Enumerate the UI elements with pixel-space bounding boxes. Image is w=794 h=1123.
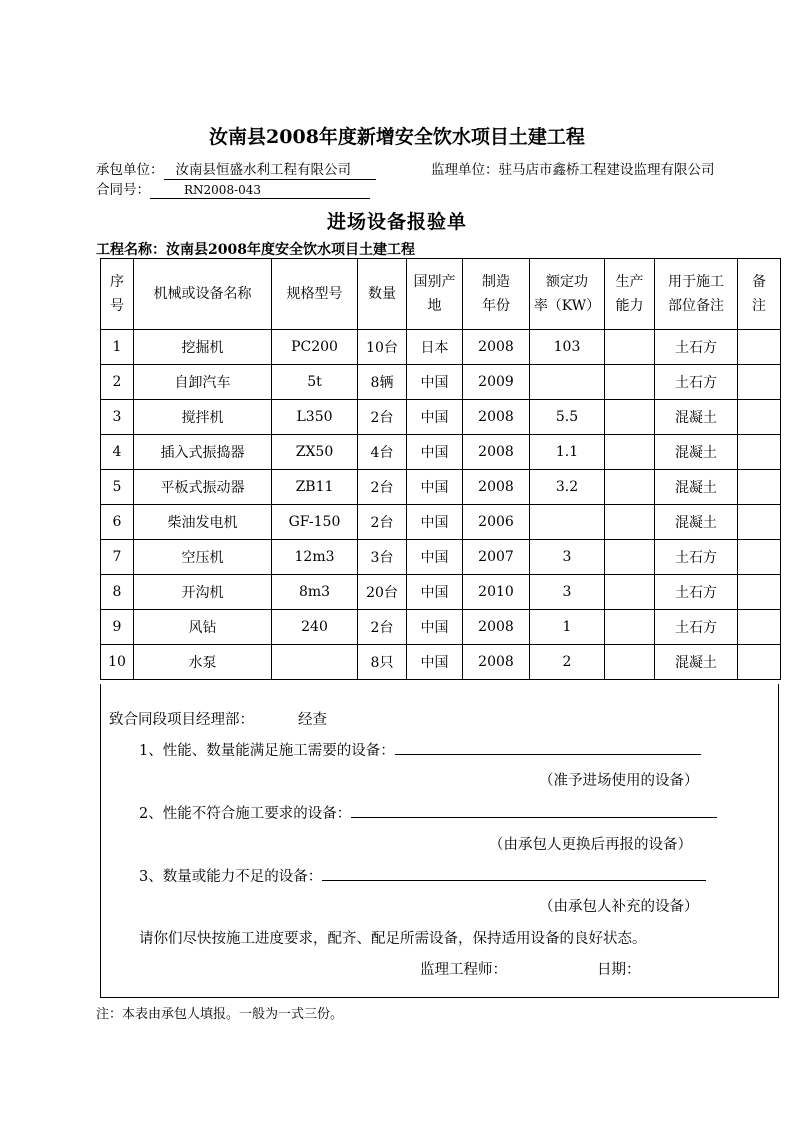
table-cell: 平板式振动器 <box>134 470 272 505</box>
table-cell: 日本 <box>407 330 463 365</box>
table-cell: 10台 <box>358 330 407 365</box>
checked-text: 经查 <box>298 712 327 728</box>
column-header <box>655 259 738 330</box>
table-cell: L350 <box>272 400 358 435</box>
table-cell: 自卸汽车 <box>134 365 272 400</box>
column-header <box>358 259 407 330</box>
table-cell: 土石方 <box>655 365 738 400</box>
table-cell: 240 <box>272 610 358 645</box>
table-row <box>101 365 781 400</box>
table-cell: 8只 <box>358 645 407 680</box>
table-cell: 3 <box>530 540 605 575</box>
table-cell: 2台 <box>358 505 407 540</box>
table-cell: 中国 <box>407 400 463 435</box>
review-item-3-blank[interactable] <box>322 866 706 881</box>
table-cell <box>605 470 655 505</box>
table-cell: 8 <box>101 575 134 610</box>
column-header <box>407 259 463 330</box>
table-cell: 土石方 <box>655 575 738 610</box>
table-cell: GF-150 <box>272 505 358 540</box>
table-cell: 2008 <box>463 330 530 365</box>
table-cell: 混凝土 <box>655 505 738 540</box>
table-cell: 搅拌机 <box>134 400 272 435</box>
table-cell <box>738 330 781 365</box>
column-header <box>463 259 530 330</box>
column-header <box>738 259 781 330</box>
table-cell: 水泵 <box>134 645 272 680</box>
table-cell: 中国 <box>407 470 463 505</box>
table-cell: 6 <box>101 505 134 540</box>
table-cell: 5t <box>272 365 358 400</box>
table-cell: 3 <box>101 400 134 435</box>
table-cell: 2007 <box>463 540 530 575</box>
table-row <box>101 400 781 435</box>
table-row <box>101 330 781 365</box>
table-cell: 3 <box>530 575 605 610</box>
table-cell: 土石方 <box>655 330 738 365</box>
column-header-text: 注 <box>752 298 766 314</box>
table-cell: 8m3 <box>272 575 358 610</box>
supervisor-label: 监理单位： <box>431 162 499 178</box>
table-cell: 3台 <box>358 540 407 575</box>
column-header-text: 备 <box>752 274 766 290</box>
table-cell: 混凝土 <box>655 400 738 435</box>
column-header-text: 国别产 <box>413 274 456 290</box>
table-cell: 2 <box>101 365 134 400</box>
review-item-1-note: （准予进场使用的设备） <box>539 773 699 789</box>
table-cell: 9 <box>101 610 134 645</box>
table-cell <box>738 505 781 540</box>
table-cell: PC200 <box>272 330 358 365</box>
table-cell: 混凝土 <box>655 470 738 505</box>
table-cell: 2006 <box>463 505 530 540</box>
request-text: 请你们尽快按施工进度要求，配齐、配足所需设备，保持适用设备的良好状态。 <box>139 931 647 947</box>
table-cell <box>738 610 781 645</box>
review-item-2-blank[interactable] <box>351 803 717 818</box>
table-cell: 开沟机 <box>134 575 272 610</box>
column-header-text: 数量 <box>368 286 396 302</box>
equipment-table <box>100 258 781 680</box>
review-item-3-label: 3、数量或能力不足的设备： <box>139 869 323 885</box>
review-item-1 <box>139 739 701 760</box>
table-cell: 土石方 <box>655 540 738 575</box>
column-header <box>605 259 655 330</box>
table-cell <box>738 470 781 505</box>
form-title: 进场设备报验单 <box>326 211 467 233</box>
column-header <box>101 259 134 330</box>
engineer-signature-label: 监理工程师： <box>420 962 507 978</box>
column-header-text: 用于施工 <box>668 274 724 290</box>
table-cell: 中国 <box>407 645 463 680</box>
table-row <box>101 505 781 540</box>
addressee: 致合同段项目经理部： <box>109 712 254 728</box>
table-cell <box>738 575 781 610</box>
table-cell: 1.1 <box>530 435 605 470</box>
table-cell: 2台 <box>358 400 407 435</box>
table-row <box>101 540 781 575</box>
table-cell <box>738 365 781 400</box>
table-cell: 4 <box>101 435 134 470</box>
table-cell <box>738 540 781 575</box>
column-header-text: 地 <box>427 298 442 314</box>
table-cell: 混凝土 <box>655 645 738 680</box>
table-cell: 柴油发电机 <box>134 505 272 540</box>
footer-note: 注：本表由承包人填报。一般为一式三份。 <box>96 1007 344 1022</box>
table-cell <box>605 435 655 470</box>
table-cell: 中国 <box>407 365 463 400</box>
table-cell: 5.5 <box>530 400 605 435</box>
contract-value: RN2008-043 <box>150 183 370 199</box>
table-cell: 8辆 <box>358 365 407 400</box>
table-cell: 土石方 <box>655 610 738 645</box>
table-cell: 3.2 <box>530 470 605 505</box>
table-cell <box>738 645 781 680</box>
table-cell: 2008 <box>463 470 530 505</box>
contract-label: 合同号： <box>96 182 150 198</box>
date-label: 日期： <box>597 962 641 978</box>
table-cell: 7 <box>101 540 134 575</box>
document-title: 汝南县2008年度新增安全饮水项目土建工程 <box>209 126 585 148</box>
table-cell: 风钻 <box>134 610 272 645</box>
table-cell <box>605 330 655 365</box>
table-row <box>101 645 781 680</box>
table-row <box>101 575 781 610</box>
table-cell: 空压机 <box>134 540 272 575</box>
column-header-text: 能力 <box>615 298 644 314</box>
table-cell: 中国 <box>407 540 463 575</box>
table-cell: 2 <box>530 645 605 680</box>
contractor-label: 承包单位： <box>96 162 164 178</box>
table-cell: 4台 <box>358 435 407 470</box>
table-cell: 2台 <box>358 470 407 505</box>
column-header-text: 制造 <box>482 274 510 290</box>
table-cell <box>530 505 605 540</box>
table-cell: 混凝土 <box>655 435 738 470</box>
review-item-3 <box>139 865 706 886</box>
table-cell <box>605 365 655 400</box>
table-cell: 2008 <box>463 435 530 470</box>
table-cell <box>738 400 781 435</box>
table-cell: ZB11 <box>272 470 358 505</box>
table-cell <box>738 435 781 470</box>
column-header-text: 部位备注 <box>668 298 724 314</box>
table-cell: 2008 <box>463 610 530 645</box>
column-header-text: 率（KW） <box>533 298 601 314</box>
addressee-line <box>109 708 327 729</box>
table-cell: 中国 <box>407 575 463 610</box>
table-cell: 2008 <box>463 645 530 680</box>
table-row <box>101 610 781 645</box>
table-cell: 中国 <box>407 435 463 470</box>
column-header-text: 额定功 <box>546 274 588 290</box>
column-header-text: 序 <box>110 274 124 290</box>
table-cell <box>605 610 655 645</box>
table-cell: 2008 <box>463 400 530 435</box>
table-row <box>101 470 781 505</box>
table-cell: 1 <box>530 610 605 645</box>
table-cell <box>605 575 655 610</box>
table-cell: 5 <box>101 470 134 505</box>
contractor-value: 汝南县恒盛水利工程有限公司 <box>164 158 376 180</box>
column-header-text: 号 <box>110 298 124 314</box>
contract-field <box>96 178 370 199</box>
column-header-text: 机械或设备名称 <box>153 286 252 302</box>
table-cell: 20台 <box>358 575 407 610</box>
review-item-2-label: 2、性能不符合施工要求的设备： <box>139 806 352 822</box>
review-item-2-note: （由承包人更换后再报的设备） <box>489 837 692 853</box>
table-cell <box>605 505 655 540</box>
table-header-row <box>101 259 781 330</box>
table-cell <box>605 645 655 680</box>
review-item-3-note: （由承包人补充的设备） <box>539 899 699 915</box>
review-item-2 <box>139 802 717 823</box>
contractor-field <box>96 158 376 180</box>
column-header <box>134 259 272 330</box>
table-cell <box>605 540 655 575</box>
supervisor-field <box>431 158 715 178</box>
table-cell: 中国 <box>407 610 463 645</box>
column-header <box>530 259 605 330</box>
table-cell: 1 <box>101 330 134 365</box>
table-cell <box>272 645 358 680</box>
table-cell: 2台 <box>358 610 407 645</box>
table-cell: ZX50 <box>272 435 358 470</box>
table-cell: 2009 <box>463 365 530 400</box>
table-cell: 10 <box>101 645 134 680</box>
column-header <box>272 259 358 330</box>
column-header-text: 生产 <box>615 274 644 290</box>
table-cell <box>605 400 655 435</box>
table-cell: 中国 <box>407 505 463 540</box>
table-cell: 2010 <box>463 575 530 610</box>
table-cell: 挖掘机 <box>134 330 272 365</box>
project-name: 工程名称：汝南县2008年度安全饮水项目土建工程 <box>96 242 415 258</box>
supervisor-value: 驻马店市鑫桥工程建设监理有限公司 <box>498 162 715 178</box>
table-row <box>101 435 781 470</box>
table-cell: 插入式振捣器 <box>134 435 272 470</box>
table-cell: 103 <box>530 330 605 365</box>
review-item-1-label: 1、性能、数量能满足施工需要的设备： <box>139 743 395 759</box>
review-item-1-blank[interactable] <box>395 740 701 755</box>
table-cell: 12m3 <box>272 540 358 575</box>
column-header-text: 规格型号 <box>286 286 343 302</box>
table-cell <box>530 365 605 400</box>
column-header-text: 年份 <box>482 298 510 314</box>
